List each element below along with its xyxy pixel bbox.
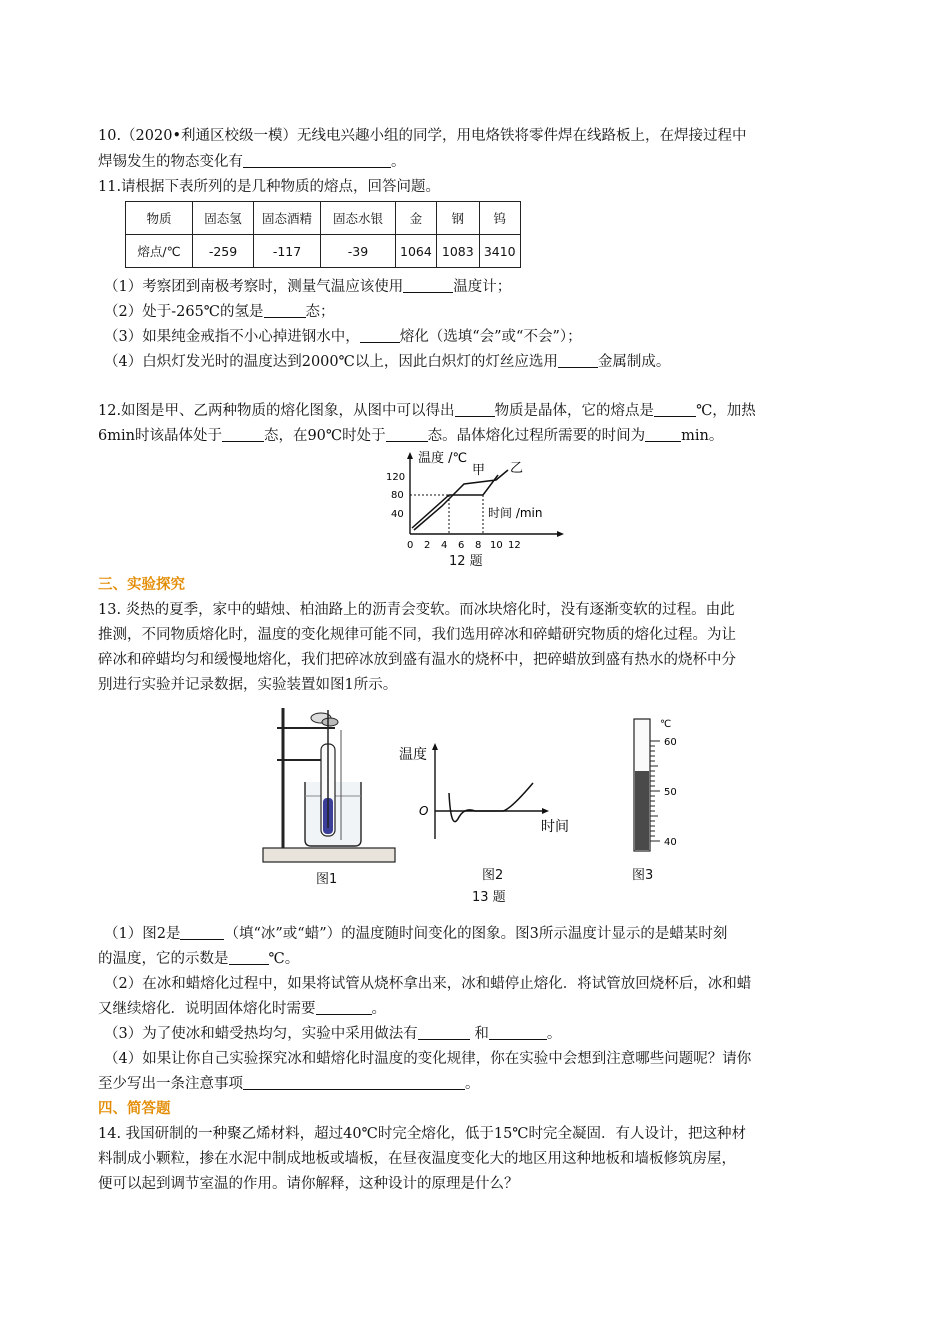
clamp-screw (322, 718, 338, 726)
table-header-cell: 固态水银 (321, 202, 396, 235)
q11-s3-end: 熔化（选填“会”或“不会”）； (399, 329, 582, 345)
series-yi-line (414, 470, 508, 530)
q12-text-a: 12.如图是甲、乙两种物质的熔化图象，从图中可以得出 (98, 403, 455, 419)
table-cell: -39 (321, 235, 396, 268)
fig3-thermometer (620, 715, 690, 855)
table-header-cell: 钨 (479, 202, 520, 235)
fig2-label: 图2 (482, 868, 504, 883)
q11-s3-text: （3）如果纯金戒指不小心掉进钢水中， (104, 329, 360, 345)
q11-sub4 (104, 352, 670, 372)
q14-line3: 便可以起到调节室温的作用。请你解释，这种设计的原理是什么？ (98, 1176, 519, 1192)
fig1-apparatus (255, 700, 405, 890)
table-cell: 1083 (436, 235, 479, 268)
q10-text: 焊锡发生的物态变化有 (98, 154, 243, 170)
q13-s1-blank-reading[interactable] (229, 950, 269, 965)
q13-s4-text: 至少写出一条注意事项 (98, 1076, 243, 1092)
q13-sub4-line1: （4）如果让你自己实验探究冰和蜡熔化时温度的变化规律，你在实验中会想到注意哪些问题呢？请你 (104, 1051, 752, 1067)
q13-para-line1: 13. 炎热的夏季，家中的蜡烛、柏油路上的沥青会变软。而冰块熔化时，没有逐渐变软的过程。由此 (98, 602, 735, 618)
fig2-x-arrow (542, 808, 549, 814)
fig3-tick-label: 50 (664, 787, 677, 798)
x-tick-label: 6 (458, 540, 465, 550)
x-tick-label: 12 (508, 540, 521, 550)
section-heading-experiment: 三、实验探究 (98, 577, 185, 593)
x-tick-label: 8 (475, 540, 482, 550)
q13-sub2-line2 (98, 999, 386, 1019)
q13-s3-blank-2[interactable] (489, 1025, 547, 1040)
q12-line2 (98, 426, 723, 446)
q12-blank-substance[interactable] (455, 402, 495, 417)
q13-sub1-line2 (98, 949, 299, 969)
q10-end: 。 (391, 154, 406, 170)
q13-caption: 13 题 (472, 890, 506, 905)
q12-blank-state-6min[interactable] (222, 427, 264, 442)
fig2-origin-label: O (419, 804, 429, 818)
table-header-cell: 金 (396, 202, 437, 235)
melting-point-table (125, 201, 521, 268)
q11-sub2 (104, 302, 335, 322)
q11-sub3 (104, 327, 582, 347)
q11-s1-end: 温度计； (453, 279, 512, 295)
q13-sub1-line1 (104, 924, 727, 944)
fig3-label: 图3 (632, 868, 654, 883)
x-tick-label: 2 (424, 540, 431, 550)
q12-blank-state-90[interactable] (386, 427, 428, 442)
series-jia-label: 甲 (472, 463, 486, 478)
section-heading-short-answer: 四、简答题 (98, 1101, 171, 1117)
q13-s4-blank[interactable] (243, 1075, 465, 1090)
q12-caption: 12 题 (449, 554, 483, 569)
q13-s2-text: 又继续熔化．说明固体熔化时需要 (98, 1001, 316, 1017)
q10-line1: 10.（2020•利通区校级一模）无线电兴趣小组的同学，用电烙铁将零件焊在线路板上，在焊接过程中 (98, 128, 747, 144)
fig2-temperature-graph (395, 735, 585, 845)
q12-blank-melting-point[interactable] (654, 402, 696, 417)
thermometer-scale (650, 741, 660, 841)
q11-s3-blank[interactable] (360, 328, 400, 343)
q13-s2-end: 。 (371, 1001, 386, 1017)
q12-text-c: ℃，加热 (696, 403, 756, 419)
q13-para-line2: 推测，不同物质熔化时，温度的变化规律可能不同，我们选用碎冰和碎蜡研究物质的熔化过程。为让 (98, 627, 736, 643)
y-tick-label: 40 (391, 509, 404, 520)
table-header-row (126, 202, 521, 235)
table-cell: -259 (193, 235, 254, 268)
q13-s1-text-b: （填“冰”或“蜡”）的温度随时间变化的图象。图3所示温度计显示的是蜡某时刻 (224, 926, 728, 942)
q13-sub4-line2 (98, 1074, 480, 1094)
q13-s1-blank-substance[interactable] (180, 925, 224, 940)
fig2-y-arrow (432, 743, 438, 750)
q13-para-line4: 别进行实验并记录数据，实验装置如图1所示。 (98, 677, 398, 693)
q11-s2-text: （2）处于-265℃的氢是 (104, 304, 264, 320)
table-header-cell: 物质 (126, 202, 193, 235)
q12-text-b: 物质是晶体，它的熔点是 (494, 403, 655, 419)
q13-s2-blank[interactable] (316, 1000, 372, 1015)
table-cell: 3410 (479, 235, 520, 268)
q14-line1: 14. 我国研制的一种聚乙烯材料，超过40℃时完全熔化，低于15℃时完全凝固．有人设计，把这种材 (98, 1126, 747, 1142)
q11-s1-text: （1）考察团到南极考察时，测量气温应该使用 (104, 279, 404, 295)
x-tick-label: 0 (407, 540, 414, 550)
q13-s4-end: 。 (465, 1076, 480, 1092)
table-cell: 1064 (396, 235, 437, 268)
fig1-label: 图1 (316, 872, 338, 887)
q12-text-e: 态，在90℃时处于 (263, 428, 386, 444)
q13-para-line3: 碎冰和碎蜡均匀和缓慢地熔化，我们把碎冰放到盛有温水的烧杯中，把碎蜡放到盛有热水的烧杯中分 (98, 652, 736, 668)
q13-s3-blank-1[interactable] (418, 1025, 470, 1040)
q12-text-d: 6min时该晶体处于 (98, 428, 222, 444)
q13-s1-text-c: 的温度，它的示数是 (98, 951, 229, 967)
q13-sub2-line1: （2）在冰和蜡熔化过程中，如果将试管从烧杯拿出来，冰和蜡停止熔化．将试管放回烧杯后，冰和蜡 (104, 976, 752, 992)
table-header-cell: 固态氢 (193, 202, 254, 235)
stand-base (263, 848, 395, 862)
q13-sub3 (104, 1024, 561, 1044)
q10-line2 (98, 152, 406, 172)
fig2-y-label: 温度 (399, 747, 427, 763)
table-header-cell: 固态酒精 (254, 202, 321, 235)
q11-sub1 (104, 277, 511, 297)
q11-intro: 11.请根据下表所列的是几种物质的熔点，回答问题。 (98, 179, 441, 195)
y-axis-label: 温度 /℃ (418, 451, 468, 466)
table-row (126, 235, 521, 268)
q12-text-f: 态。晶体熔化过程所需要的时间为 (427, 428, 646, 444)
q10-answer-blank[interactable] (243, 153, 391, 168)
q12-blank-duration[interactable] (645, 427, 681, 442)
fig2-x-label: 时间 (541, 819, 569, 835)
x-tick-label: 10 (490, 540, 503, 550)
y-tick-label: 80 (391, 490, 404, 501)
q13-s3-end: 。 (546, 1026, 562, 1042)
q11-s4-end: 金属制成。 (597, 354, 671, 370)
table-cell: -117 (254, 235, 321, 268)
table-header-cell: 钢 (436, 202, 479, 235)
x-axis-arrow (557, 531, 564, 537)
q12-line1 (98, 401, 756, 421)
y-axis-arrow (407, 452, 413, 459)
q13-s3-and: 和 (474, 1026, 489, 1042)
q13-s1-text: （1）图2是 (104, 926, 181, 942)
q12-text-g: min。 (681, 428, 724, 444)
q12-melting-graph (380, 450, 570, 550)
fig3-unit: ℃ (660, 719, 672, 730)
q14-line2: 料制成小颗粒，掺在水泥中制成地板或墙板，在昼夜温度变化大的地区用这种地板和墙板修筑房屋， (98, 1151, 736, 1167)
q11-s4-blank[interactable] (558, 353, 598, 368)
q13-s3-text: （3）为了使冰和蜡受热均匀，实验中采用做法有 (104, 1026, 418, 1042)
q11-s4-text: （4）白炽灯发光时的温度达到2000℃以上，因此白炽灯的灯丝应选用 (104, 354, 558, 370)
fig2-curve (449, 783, 533, 822)
q11-s1-blank[interactable] (403, 278, 453, 293)
x-axis-label: 时间 /min (488, 506, 543, 520)
series-yi-label: 乙 (510, 461, 524, 476)
table-row-label: 熔点/℃ (126, 235, 193, 268)
fig3-tick-label: 60 (664, 737, 677, 748)
y-tick-label: 120 (386, 472, 406, 483)
q11-s2-end: 态； (305, 304, 335, 320)
thermometer-liquid (635, 771, 649, 850)
q13-s1-text-d: ℃。 (268, 951, 300, 967)
x-tick-label: 4 (441, 540, 448, 550)
q11-s2-blank[interactable] (264, 303, 306, 318)
fig3-tick-label: 40 (664, 837, 677, 848)
